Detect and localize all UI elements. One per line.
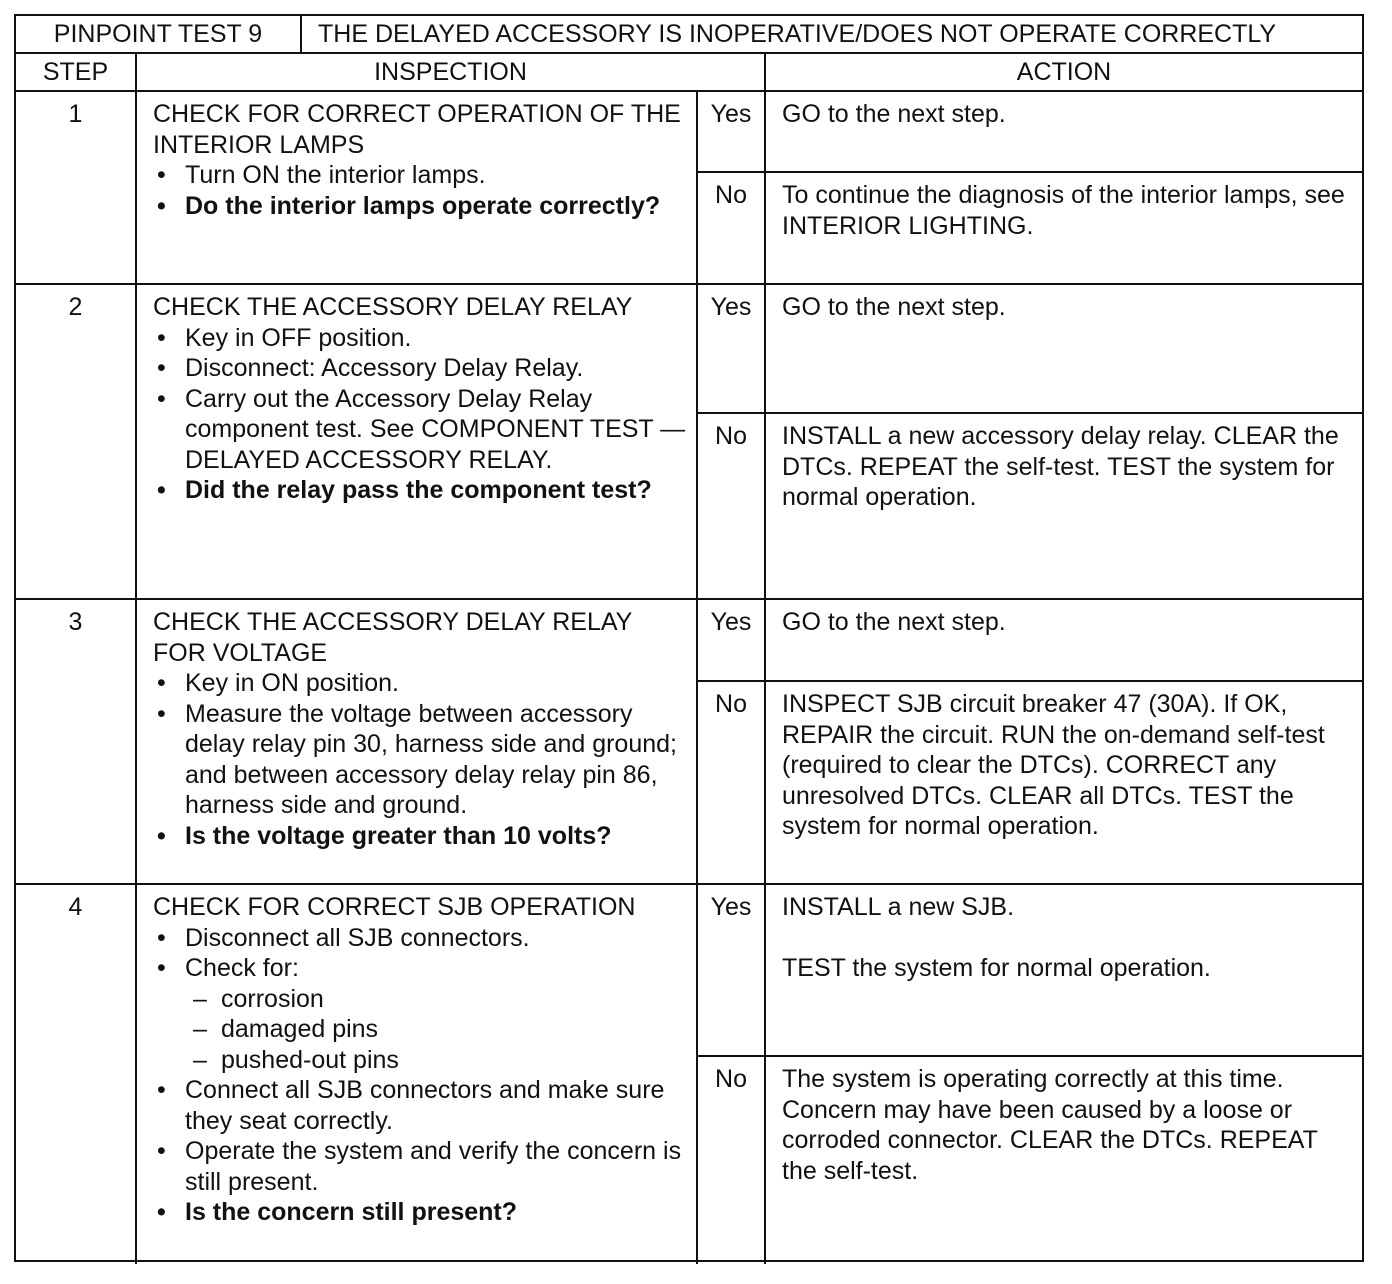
inspection-cell (137, 92, 698, 283)
test-number: PINPOINT TEST 9 (16, 16, 302, 52)
inspection-question: • Is the voltage greater than 10 volts? (153, 821, 688, 852)
yes-action-text: GO to the next step. (782, 608, 1006, 636)
no-branch (698, 1057, 1362, 1264)
step-row-4 (16, 885, 1362, 1264)
no-label: No (698, 1057, 766, 1264)
no-label: No (698, 682, 766, 883)
inspection-bullets (153, 923, 688, 1228)
inspection-title: CHECK FOR CORRECT OPERATION OF THE INTERIOR LAMPS (153, 100, 681, 159)
inspection-bullet: • Turn ON the interior lamps. (153, 160, 688, 191)
no-action-text: INSPECT SJB circuit breaker 47 (30A). If OK, REPAIR the circuit. RUN the on-demand self-test (required to clear the DTCs). CORRECT any unresolved DTCs. CLEAR all DTCs. TEST the system for normal operation. (782, 690, 1325, 840)
no-action-text: To continue the diagnosis of the interior lamps, see INTERIOR LIGHTING. (782, 181, 1345, 240)
yes-branch (698, 285, 1362, 414)
answer-cell (698, 600, 1362, 883)
yes-label: Yes (698, 885, 766, 1055)
check-item: – damaged pins (185, 1014, 688, 1045)
pinpoint-test-table (14, 14, 1364, 1262)
step-number: 2 (16, 285, 137, 598)
inspection-cell (137, 285, 698, 598)
no-action (766, 1057, 1362, 1264)
answer-cell (698, 92, 1362, 283)
no-action-text: The system is operating correctly at this time. Concern may have been caused by a loose or corroded connector. CLEAR the DTCs. REPEAT the self-test. (782, 1065, 1318, 1185)
inspection-bullet: • Measure the voltage between accessory delay relay pin 30, harness side and ground; and between accessory delay relay pin 86, harness side and ground. (153, 699, 688, 821)
check-item: – corrosion (185, 984, 688, 1015)
no-action-text: INSTALL a new accessory delay relay. CLEAR the DTCs. REPEAT the self-test. TEST the system for normal operation. (782, 422, 1339, 511)
yes-action (766, 92, 1362, 171)
inspection-bullet: • Key in ON position. (153, 668, 688, 699)
yes-branch (698, 92, 1362, 173)
check-list (185, 984, 688, 1076)
inspection-bullet: • Operate the system and verify the concern is still present. (153, 1136, 688, 1197)
step-header: STEP (16, 54, 137, 90)
answer-cell (698, 885, 1362, 1264)
inspection-bullet-text: Check for: (185, 954, 299, 982)
action-header: ACTION (1016, 58, 1112, 86)
inspection-title: CHECK THE ACCESSORY DELAY RELAY (153, 293, 633, 321)
yes-branch (698, 600, 1362, 682)
yes-action-text: GO to the next step. (782, 100, 1006, 128)
inspection-bullets (153, 323, 688, 506)
inspection-bullet: • Disconnect all SJB connectors. (153, 923, 688, 954)
inspection-bullet: • Key in OFF position. (153, 323, 688, 354)
yes-action (766, 600, 1362, 680)
inspection-cell (137, 600, 698, 883)
test-description: THE DELAYED ACCESSORY IS INOPERATIVE/DOES NOT OPERATE CORRECTLY (318, 20, 1277, 48)
answer-cell (698, 285, 1362, 598)
inspection-bullets (153, 160, 688, 221)
no-action (766, 414, 1362, 598)
no-action (766, 682, 1362, 883)
inspection-bullet: • Disconnect: Accessory Delay Relay. (153, 353, 688, 384)
inspection-question: • Did the relay pass the component test? (153, 475, 688, 506)
yes-label: Yes (698, 92, 766, 171)
inspection-title: CHECK FOR CORRECT SJB OPERATION (153, 893, 636, 921)
no-label: No (698, 414, 766, 598)
step-row-1 (16, 92, 1362, 285)
yes-label: Yes (698, 600, 766, 680)
yes-label: Yes (698, 285, 766, 412)
inspection-bullets (153, 668, 688, 851)
column-header-row (16, 54, 1362, 92)
yes-action-text: GO to the next step. (782, 293, 1006, 321)
yes-action (766, 885, 1362, 1055)
step-number: 1 (16, 92, 137, 283)
no-branch (698, 682, 1362, 883)
title-row (16, 16, 1362, 54)
yes-branch (698, 885, 1362, 1057)
yes-action-text: INSTALL a new SJB. (782, 893, 1015, 921)
step-number: 3 (16, 600, 137, 883)
inspection-question: • Do the interior lamps operate correctly? (153, 191, 688, 222)
no-label: No (698, 173, 766, 283)
no-branch (698, 173, 1362, 283)
no-action (766, 173, 1362, 283)
step-number: 4 (16, 885, 137, 1264)
no-branch (698, 414, 1362, 598)
yes-action (766, 285, 1362, 412)
check-item: – pushed-out pins (185, 1045, 688, 1076)
inspection-cell (137, 885, 698, 1264)
inspection-bullet: • Carry out the Accessory Delay Relay component test. See COMPONENT TEST — DELAYED ACCESSORY RELAY. (153, 384, 688, 476)
step-row-3 (16, 600, 1362, 885)
inspection-header: INSPECTION (137, 54, 766, 90)
inspection-title: CHECK THE ACCESSORY DELAY RELAY FOR VOLTAGE (153, 608, 632, 667)
inspection-bullet-with-list (153, 953, 688, 1075)
yes-action-text: TEST the system for normal operation. (782, 954, 1211, 982)
inspection-question: • Is the concern still present? (153, 1197, 688, 1228)
inspection-bullet: • Connect all SJB connectors and make sure they seat correctly. (153, 1075, 688, 1136)
step-row-2 (16, 285, 1362, 600)
